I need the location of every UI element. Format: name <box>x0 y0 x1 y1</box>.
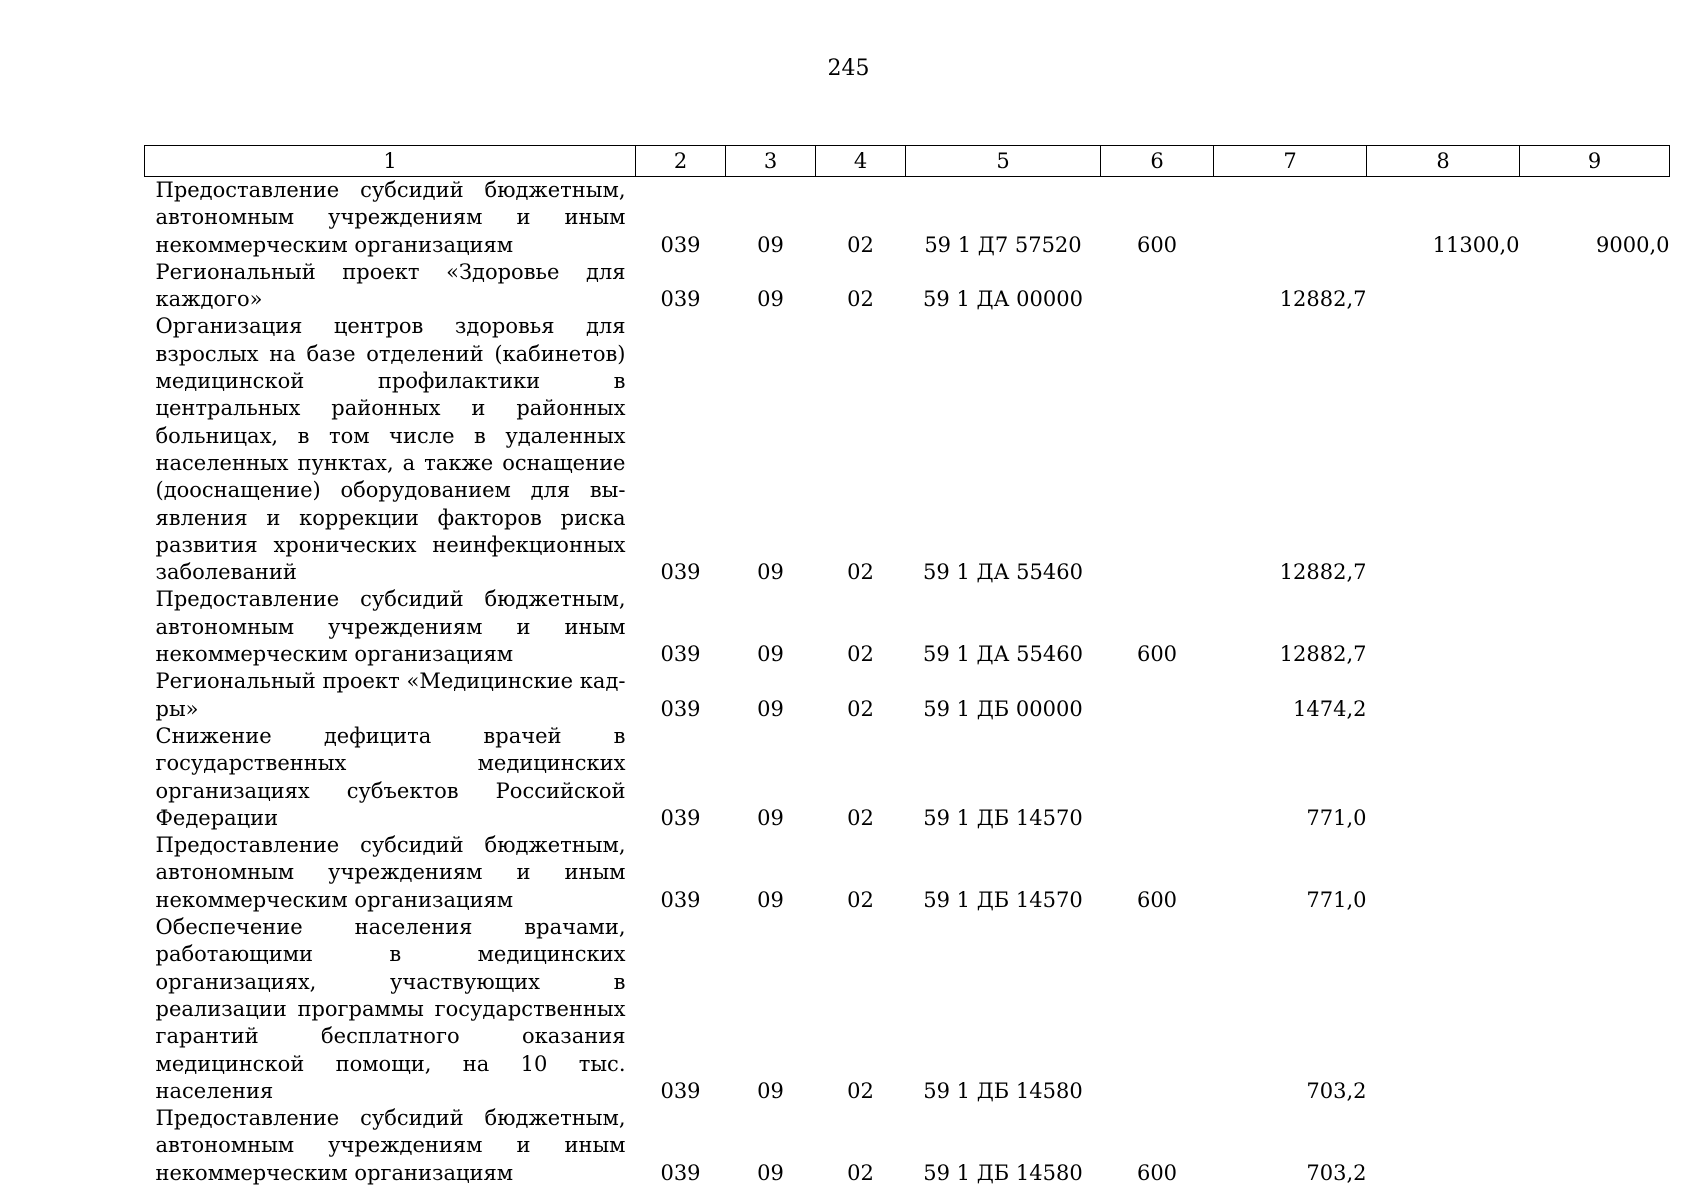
amount-col-8 <box>1367 832 1520 914</box>
expense-type-code: 600 <box>1136 232 1178 257</box>
amount-col-8 <box>1367 914 1520 1105</box>
amount-col-7: 771,0 <box>1306 887 1367 912</box>
table-row <box>145 914 1670 1105</box>
subsection-code: 02 <box>847 805 874 830</box>
amount-col-8 <box>1367 723 1520 832</box>
row-description: Предоставление субсидий бюджетным, автономным учреждениям и иным некоммерческим организациям <box>155 178 626 257</box>
ministry-code: 039 <box>660 642 701 667</box>
column-number-row <box>145 146 1670 177</box>
amount-col-7: 1474,2 <box>1293 696 1367 721</box>
amount-col-9 <box>1520 586 1670 668</box>
expense-type-code <box>1101 723 1214 832</box>
amount-col-9 <box>1520 259 1670 314</box>
column-header: 3 <box>726 146 816 177</box>
section-code: 09 <box>757 287 784 312</box>
row-description: Предоставление субсидий бюджетным, автономным учреждениям и иным некоммерческим организациям <box>155 1106 626 1185</box>
section-code: 09 <box>757 1078 784 1103</box>
subsection-code: 02 <box>847 232 874 257</box>
amount-col-9 <box>1520 832 1670 914</box>
row-description: Региональный проект «Здоровье для каждого» <box>155 259 626 312</box>
subsection-code: 02 <box>847 1078 874 1103</box>
budget-table <box>144 145 1670 1187</box>
row-description: Предоставление субсидий бюджетным, автономным учреждениям и иным некоммерческим организациям <box>155 833 626 912</box>
target-article-code: 59 1 Д7 57520 <box>924 232 1082 257</box>
ministry-code: 039 <box>660 287 701 312</box>
section-code: 09 <box>757 696 784 721</box>
expense-type-code <box>1101 914 1214 1105</box>
amount-col-8 <box>1367 259 1520 314</box>
ministry-code: 039 <box>660 232 701 257</box>
amount-col-7: 12882,7 <box>1279 560 1367 585</box>
amount-col-7 <box>1214 177 1367 259</box>
amount-col-8 <box>1367 668 1520 723</box>
table-row <box>145 259 1670 314</box>
column-header: 5 <box>906 146 1101 177</box>
expense-type-code <box>1101 668 1214 723</box>
expense-type-code <box>1101 313 1214 586</box>
target-article-code: 59 1 ДБ 00000 <box>923 696 1083 721</box>
amount-col-7: 12882,7 <box>1279 287 1367 312</box>
target-article-code: 59 1 ДА 55460 <box>923 560 1083 585</box>
amount-col-9 <box>1520 668 1670 723</box>
amount-col-7: 703,2 <box>1306 1160 1367 1185</box>
amount-col-8 <box>1367 586 1520 668</box>
page-number: 245 <box>827 56 870 81</box>
column-header: 4 <box>816 146 906 177</box>
column-header: 8 <box>1367 146 1520 177</box>
table-row <box>145 668 1670 723</box>
ministry-code: 039 <box>660 1160 701 1185</box>
subsection-code: 02 <box>847 1160 874 1185</box>
target-article-code: 59 1 ДА 00000 <box>923 287 1083 312</box>
target-article-code: 59 1 ДБ 14580 <box>923 1160 1083 1185</box>
expense-type-code: 600 <box>1136 642 1178 667</box>
ministry-code: 039 <box>660 696 701 721</box>
amount-col-9 <box>1520 723 1670 832</box>
column-header: 6 <box>1101 146 1214 177</box>
amount-col-9 <box>1520 313 1670 586</box>
amount-col-9 <box>1520 914 1670 1105</box>
column-header: 2 <box>636 146 726 177</box>
subsection-code: 02 <box>847 642 874 667</box>
table-row <box>145 313 1670 586</box>
amount-col-9 <box>1520 1105 1670 1187</box>
column-header: 9 <box>1520 146 1670 177</box>
amount-col-7: 771,0 <box>1306 805 1367 830</box>
table-row <box>145 832 1670 914</box>
row-description: Снижение дефицита врачей в государственных медицинских организациях субъектов Российской Федерации <box>155 723 626 830</box>
ministry-code: 039 <box>660 560 701 585</box>
table-row <box>145 586 1670 668</box>
amount-col-7: 12882,7 <box>1279 642 1367 667</box>
ministry-code: 039 <box>660 805 701 830</box>
section-code: 09 <box>757 560 784 585</box>
subsection-code: 02 <box>847 560 874 585</box>
section-code: 09 <box>757 805 784 830</box>
section-code: 09 <box>757 642 784 667</box>
table-row <box>145 177 1670 259</box>
row-description: Региональный проект «Медицинские кадры» <box>155 669 626 721</box>
section-code: 09 <box>757 232 784 257</box>
column-header: 7 <box>1214 146 1367 177</box>
column-header: 1 <box>145 146 636 177</box>
subsection-code: 02 <box>847 887 874 912</box>
expense-type-code: 600 <box>1136 887 1178 912</box>
expense-type-code <box>1101 259 1214 314</box>
amount-col-8: 11300,0 <box>1432 232 1520 257</box>
subsection-code: 02 <box>847 287 874 312</box>
amount-col-8 <box>1367 1105 1520 1187</box>
section-code: 09 <box>757 1160 784 1185</box>
amount-col-7: 703,2 <box>1306 1078 1367 1103</box>
row-description: Предоставление субсидий бюджетным, автономным учреждениям и иным некоммерческим организациям <box>155 587 626 667</box>
subsection-code: 02 <box>847 696 874 721</box>
target-article-code: 59 1 ДБ 14580 <box>923 1078 1083 1103</box>
table-row <box>145 723 1670 832</box>
row-description: Организация центров здоровья для взрослых на базе отделений (кабинетов) медицинской профилактики в центральных районных и районных больницах, в том числе в удаленных населенных пунктах, а также оснащение (дооснащение) оборудованием для выявления и коррекции факторов риска развития хронических неинфекционных заболеваний <box>155 314 626 585</box>
ministry-code: 039 <box>660 1078 701 1103</box>
amount-col-8 <box>1367 313 1520 586</box>
row-description: Обеспечение населения врачами, работающими в медицинских организациях, участвующих в реализации программы государственных гарантий бесплатного оказания медицинской помощи, на 10 тыс. населения <box>155 915 626 1103</box>
expense-type-code: 600 <box>1136 1160 1178 1185</box>
table-row <box>145 1105 1670 1187</box>
section-code: 09 <box>757 887 784 912</box>
target-article-code: 59 1 ДБ 14570 <box>923 805 1083 830</box>
target-article-code: 59 1 ДБ 14570 <box>923 887 1083 912</box>
target-article-code: 59 1 ДА 55460 <box>923 642 1083 667</box>
ministry-code: 039 <box>660 887 701 912</box>
amount-col-9: 9000,0 <box>1596 232 1670 257</box>
